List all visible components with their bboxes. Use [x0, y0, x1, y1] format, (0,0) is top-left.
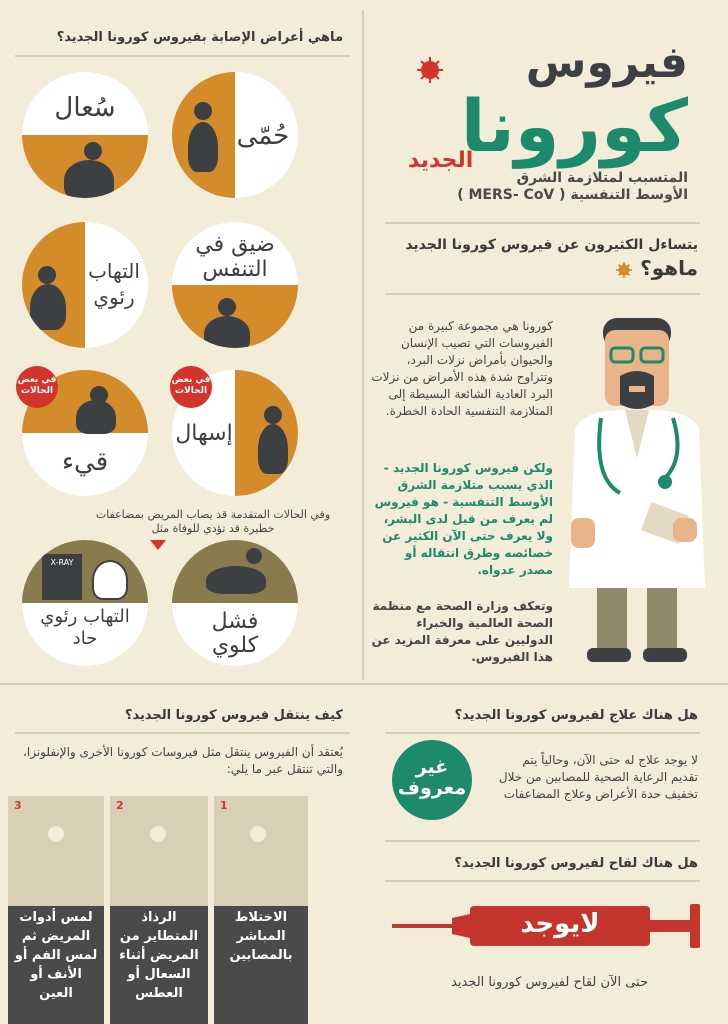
circle-fill: [22, 540, 148, 603]
figure-body: [64, 160, 114, 198]
fever-label: حُمّى: [236, 121, 290, 151]
figure-head: [218, 298, 236, 316]
panel-illustration: [8, 796, 104, 906]
symptom-breath: [172, 222, 298, 348]
rule: [385, 293, 700, 295]
treatment-heading: هل هناك علاج لفيروس كورونا الجديد؟: [454, 708, 698, 723]
symptom-pneumonia: [22, 222, 148, 348]
doctor-illustration: [565, 318, 710, 668]
kidney-label: فشل كلوي: [211, 609, 259, 658]
subtitle-line2: الأوسط التنفسية ( MERS- CoV ): [457, 187, 688, 203]
what-heading-text: ماهو؟: [640, 256, 698, 280]
treatment-answer: غير معروف: [392, 740, 472, 820]
figure-body: [92, 560, 128, 600]
transmission-item-2: [110, 796, 208, 1024]
title-line3: الجديد: [408, 148, 474, 173]
transmission-item-1: [214, 796, 308, 1024]
item-text: لمس أدوات المريض ثم لمس الفم أو الأنف أو العين: [14, 910, 98, 1001]
figure-body: [30, 284, 66, 330]
item-text: الاختلاط المباشر بالمصابين: [229, 910, 293, 963]
title-line1: فيروس: [525, 37, 688, 88]
figure-head: [194, 102, 212, 120]
figure-head: [150, 826, 166, 842]
symptom-fever: [172, 72, 298, 198]
rule: [385, 222, 700, 224]
rule: [15, 55, 350, 57]
figure-head: [250, 826, 266, 842]
rule: [385, 732, 700, 734]
figure-head: [48, 826, 64, 842]
item-number: 2: [116, 799, 124, 812]
severe-pneumonia-label: التهاب رئوي حاد: [40, 606, 130, 649]
what-p2: ولكن فيروس كورونا الجديد - الذي يسبب متلازمة الشرق الأوسط التنفسية - هو فيروس لم يعرف من قبل لدى البشر، ولا يعرف حتى الآن الكثير عن خصائصه وطرق انتقاله أو مصدر عدواه.: [374, 461, 553, 577]
figure-body: [76, 400, 116, 434]
subtitle: [388, 170, 688, 204]
vomit-label: قيء: [61, 447, 109, 477]
xray-label: X-RAY: [50, 558, 74, 567]
figure-body: [206, 566, 266, 594]
figure-head: [264, 406, 282, 424]
subtitle-line1: المتسبب لمتلازمة الشرق: [516, 170, 688, 186]
transmission-heading: كيف ينتقل فيروس كورونا الجديد؟: [124, 708, 343, 723]
center-divider: [362, 10, 364, 680]
symptoms-heading: ماهي أعراض الإصابة بفيروس كورونا الجديد؟: [56, 30, 343, 45]
figure-body: [188, 122, 218, 172]
what-heading: [378, 256, 698, 280]
rule: [385, 840, 700, 842]
complication-severe-pneumonia: [22, 540, 148, 666]
pneumonia-label: التهاب رئوي: [88, 259, 140, 309]
transmission-item-3: [8, 796, 104, 1024]
advanced-note: وفي الحالات المتقدمة قد يصاب المريض بمضاعفات خطيرة قد تؤدي للوفاة مثل: [95, 508, 331, 535]
transmission-intro: يُعتقد أن الفيروس ينتقل مثل فيروسات كورونا الأخرى والإنفلونزا، والتي تنتقل عبر ما يلي:: [22, 745, 343, 776]
vaccine-footer: حتى الآن لقاح لفيروس كورونا الجديد: [451, 975, 648, 990]
sometimes-badge: في بعض الحالات: [16, 366, 58, 408]
what-p3: وتعكف وزارة الصحة مع منظمة الصحة العالمية والخبراء الدوليين على معرفة المزيد عن هذا الفيروس.: [371, 599, 553, 664]
rule: [15, 732, 350, 734]
vaccine-heading: هل هناك لقاح لفيروس كورونا الجديد؟: [454, 856, 698, 871]
treatment-text: لا يوجد علاج له حتى الآن، وحالياً يتم تقديم الرعاية الصحية للمصابين من خلال تخفيف حدة الأعراض وعلاج المضاعفات: [498, 753, 698, 801]
what-p1: كورونا هي مجموعة كبيرة من الفيروسات التي تصيب الإنسان والحيوان بأمراض نزلات البرد، وتتراوح شدة هذه الأمراض من نزلات البرد العادية الشائعة البسيطة إلى المتلازمة التنفسية الحادة الخطرة.: [371, 319, 553, 418]
title-line2: كورونا: [460, 84, 688, 168]
virus-icon: [615, 261, 633, 279]
rule: [385, 880, 700, 882]
arrow-down-icon: [150, 540, 166, 550]
item-text: الرذاذ المتطاير من المريض أثناء السعال أو العطس: [119, 910, 199, 1001]
figure-head: [84, 142, 102, 160]
sometimes-badge: في بعض الحالات: [170, 366, 212, 408]
panel-illustration: [110, 796, 208, 906]
cough-label: سُعال: [54, 93, 116, 123]
figure-body: [258, 424, 288, 474]
figure-body: [204, 316, 250, 348]
what-question: يتساءل الكثيرون عن فيروس كورونا الجديد: [405, 237, 698, 253]
complication-kidney: [172, 540, 298, 666]
rule: [0, 683, 728, 685]
symptom-cough: [22, 72, 148, 198]
item-number: 1: [220, 799, 228, 812]
breath-label: ضيق في التنفس: [195, 232, 275, 282]
diarrhea-label: إسهال: [175, 421, 233, 446]
panel-illustration: [214, 796, 308, 906]
vaccine-answer: لايوجد: [520, 909, 600, 939]
item-number: 3: [14, 799, 22, 812]
figure-head: [38, 266, 56, 284]
figure-head: [246, 548, 262, 564]
virus-icon: [415, 55, 445, 85]
